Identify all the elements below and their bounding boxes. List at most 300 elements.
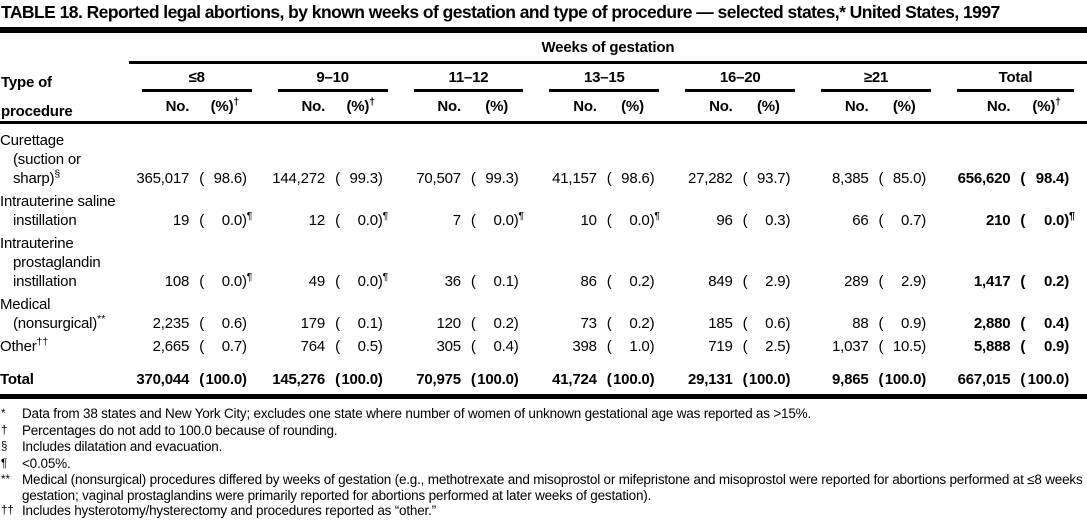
open-paren: ( (878, 170, 884, 187)
close-paren: ) (513, 212, 519, 229)
open-paren: ( (1020, 212, 1026, 229)
cell-percent (1012, 123, 1087, 191)
footnotes (0, 399, 1087, 520)
open-paren: ( (199, 273, 204, 290)
row-label-line: instillation (13, 273, 77, 290)
no-column-header: No. (401, 92, 463, 123)
close-paren: ) (649, 371, 655, 388)
cell-percent (599, 123, 672, 191)
close-paren: ) (242, 170, 247, 187)
open-paren: ( (742, 371, 748, 388)
percent-value: 0.2 (493, 315, 514, 332)
cell-percent (871, 232, 944, 293)
open-paren: ( (1020, 371, 1026, 388)
percent-value: 0.2 (629, 315, 650, 332)
percent-value: 99.3 (349, 170, 378, 187)
percent-value: 0.6 (765, 315, 786, 332)
percent-value: 100.0 (477, 371, 514, 388)
cell-number: 96 (716, 212, 733, 229)
close-paren: ) (242, 315, 247, 332)
close-paren: ) (921, 273, 927, 290)
cell-number: 49 (308, 273, 326, 290)
cell-percent (463, 293, 536, 335)
row-label-line: Intrauterine saline (0, 193, 116, 210)
row-label-line: Other†† (0, 336, 49, 355)
close-paren: ) (921, 371, 927, 388)
close-paren: ) (785, 273, 791, 290)
percent-value: 100.0 (1027, 371, 1065, 388)
col-group-label: Total (957, 64, 1074, 92)
close-paren: ) (377, 212, 383, 229)
percent-value: 0.2 (629, 273, 650, 290)
cell-number: 1,417 (973, 273, 1011, 290)
percent-value: 0.0 (1043, 212, 1065, 229)
cell-percent (191, 335, 264, 358)
open-paren: ( (742, 273, 748, 290)
open-paren: ( (878, 338, 884, 355)
cell-number: 7 (452, 212, 461, 229)
percent-value: 1.0 (629, 338, 650, 355)
cell-number: 66 (852, 212, 869, 229)
percent-value: 0.0 (357, 273, 378, 290)
close-paren: ) (785, 338, 791, 355)
open-paren: ( (335, 212, 340, 229)
pct-column-header: (%) (599, 92, 672, 123)
percent-value: 0.4 (1043, 315, 1065, 332)
cell-number: 210 (985, 212, 1011, 229)
cell-number: 70,975 (401, 358, 463, 397)
cell-number: 41,724 (536, 358, 598, 397)
open-paren: ( (878, 315, 884, 332)
close-paren: ) (785, 315, 791, 332)
no-column-header: No. (536, 92, 598, 123)
percent-value: 98.4 (1035, 170, 1065, 187)
footnote-marker: § (54, 168, 61, 180)
cell-number: 86 (580, 273, 597, 290)
open-paren: ( (470, 212, 476, 229)
footnote-text: <0.05%. (22, 455, 71, 471)
col-group-Total (944, 63, 1087, 93)
cell-number: 27,282 (687, 170, 733, 187)
percent-value: 0.1 (493, 273, 514, 290)
open-paren: ( (1020, 273, 1026, 290)
footnote-marker: § (1, 441, 8, 453)
footnote-text: Includes hysterotomy/hysterectomy and procedures reported as “other.” (22, 503, 436, 518)
row-label (0, 335, 129, 358)
footnote-marker: ¶ (382, 271, 389, 283)
pct-column-header: (%) (735, 92, 808, 123)
col-group-9–10 (265, 63, 401, 93)
cell-number: 2,665 (152, 338, 190, 355)
cell-percent (327, 123, 400, 191)
table-row-other (0, 335, 1087, 358)
cell-percent (327, 293, 400, 335)
footnote (1, 472, 1083, 503)
open-paren: ( (199, 371, 204, 388)
footnote-marker: ¶ (1069, 210, 1075, 222)
close-paren: ) (377, 338, 383, 355)
col-group-label: 16–20 (685, 64, 795, 92)
spanner-row (0, 33, 1087, 63)
cell-percent (599, 293, 672, 335)
row-label-line: Medical (0, 296, 51, 313)
close-paren: ) (242, 338, 247, 355)
footnote-marker: ** (1, 474, 10, 486)
close-paren: ) (649, 212, 655, 229)
close-paren: ) (649, 338, 655, 355)
close-paren: ) (921, 338, 927, 355)
close-paren: ) (785, 170, 791, 187)
open-paren: ( (335, 315, 340, 332)
percent-value: 2.9 (901, 273, 922, 290)
open-paren: ( (335, 338, 340, 355)
close-paren: ) (1064, 315, 1069, 332)
cell-percent (735, 190, 808, 232)
cell-percent (463, 358, 536, 397)
pct-column-header: (%)† (191, 92, 264, 123)
group-header-row (0, 63, 1087, 93)
cell-percent (871, 190, 944, 232)
col-group-≥21 (808, 63, 944, 93)
table-row-intrauterine-saline-instillation (0, 190, 1087, 232)
cell-number: 185 (708, 315, 733, 332)
cell-percent (1012, 293, 1087, 335)
footnote (1, 456, 1083, 473)
cell-number: 289 (844, 273, 869, 290)
cell-number: 120 (436, 315, 461, 332)
no-column-header: No. (944, 92, 1012, 123)
cell-number: 73 (580, 315, 597, 332)
percent-value: 100.0 (205, 371, 242, 388)
cell-number: 144,272 (272, 170, 326, 187)
cell-percent (599, 358, 672, 397)
percent-value: 0.1 (357, 315, 378, 332)
pct-column-header: (%) (871, 92, 944, 123)
cell-percent (1012, 232, 1087, 293)
table-row-total (0, 358, 1087, 397)
cell-percent (735, 358, 808, 397)
percent-value: 2.5 (765, 338, 786, 355)
cell-percent (735, 123, 808, 191)
close-paren: ) (649, 315, 655, 332)
percent-value: 0.5 (357, 338, 378, 355)
cell-percent (327, 190, 400, 232)
footnote-text: Percentages do not add to 100.0 because of rounding. (22, 422, 338, 438)
cell-number: 8,385 (831, 170, 869, 187)
row-label (0, 232, 129, 293)
cell-percent (735, 335, 808, 358)
cell-percent (327, 232, 400, 293)
open-paren: ( (878, 212, 884, 229)
percent-value: 0.7 (901, 212, 922, 229)
table-title: TABLE 18. Reported legal abortions, by known weeks of gestation and type of procedure — selected states,* United States, 1997 (1, 2, 1000, 22)
open-paren: ( (335, 273, 340, 290)
close-paren: ) (785, 371, 791, 388)
no-column-header: No. (672, 92, 734, 123)
footnote-marker: † (233, 96, 240, 108)
open-paren: ( (742, 338, 748, 355)
table-body (0, 123, 1087, 397)
close-paren: ) (921, 315, 927, 332)
cell-number: 656,620 (957, 170, 1011, 187)
cell-percent (327, 358, 400, 397)
row-label (0, 358, 129, 397)
percent-value: 0.3 (765, 212, 786, 229)
open-paren: ( (470, 371, 476, 388)
cell-percent (1012, 358, 1087, 397)
row-label-line: instillation (13, 212, 77, 229)
cell-percent (191, 293, 264, 335)
cell-percent (191, 190, 264, 232)
percent-value: 99.3 (485, 170, 514, 187)
close-paren: ) (649, 170, 655, 187)
cell-number: 88 (852, 315, 869, 332)
cell-percent (871, 123, 944, 191)
cell-number: 19 (172, 212, 190, 229)
cell-percent (463, 335, 536, 358)
percent-value: 0.0 (221, 273, 242, 290)
close-paren: ) (377, 315, 383, 332)
footnote (1, 503, 1083, 520)
percent-value: 98.6 (621, 170, 650, 187)
footnote-marker: ¶ (246, 271, 253, 283)
close-paren: ) (242, 212, 247, 229)
footnote-marker: ¶ (654, 210, 661, 222)
cell-percent (735, 293, 808, 335)
open-paren: ( (335, 371, 340, 388)
footnote-marker: * (1, 408, 6, 420)
open-paren: ( (1020, 338, 1026, 355)
cell-number: 10 (580, 212, 597, 229)
cell-percent (463, 123, 536, 191)
cell-number: 305 (436, 338, 461, 355)
row-label-line: sharp)§ (13, 168, 61, 187)
footnote (1, 406, 1083, 423)
row-label-line: Curettage (0, 132, 65, 149)
percent-value: 0.0 (357, 212, 378, 229)
no-column-header: No. (808, 92, 870, 123)
cell-number: 12 (308, 212, 326, 229)
weeks-of-gestation-spanner: Weeks of gestation (129, 33, 1087, 63)
close-paren: ) (1064, 170, 1069, 187)
col-group-label: 9–10 (278, 64, 388, 92)
footnote-marker: ** (97, 313, 106, 325)
footnote-text: Includes dilatation and evacuation. (22, 439, 223, 454)
cell-number: 2,880 (973, 315, 1011, 332)
cell-percent (191, 232, 264, 293)
no-column-header: No. (129, 92, 191, 123)
percent-value: 98.6 (213, 170, 242, 187)
footnote (1, 423, 1083, 440)
cell-percent (599, 190, 672, 232)
close-paren: ) (1064, 273, 1069, 290)
close-paren: ) (513, 371, 519, 388)
open-paren: ( (606, 315, 612, 332)
footnote-marker: †† (36, 336, 49, 348)
cell-number: 1,037 (831, 338, 869, 355)
col-group-≤8 (129, 63, 265, 93)
cell-number: 145,276 (265, 358, 327, 397)
open-paren: ( (606, 212, 612, 229)
abortions-by-gestation-table (0, 33, 1087, 399)
table-header (0, 33, 1087, 123)
close-paren: ) (1064, 212, 1069, 229)
close-paren: ) (242, 371, 247, 388)
row-label (0, 190, 129, 232)
close-paren: ) (785, 212, 791, 229)
cell-number: 667,015 (944, 358, 1012, 397)
col-group-13–15 (536, 63, 672, 93)
percent-value: 0.2 (1043, 273, 1065, 290)
cell-percent (327, 335, 400, 358)
percent-value: 0.6 (221, 315, 242, 332)
row-label-line: prostaglandin (13, 254, 101, 271)
footnote-text: Data from 38 states and New York City; excludes one state where number of women of unknown gestational age was reported as >15%. (22, 406, 811, 421)
open-paren: ( (742, 170, 748, 187)
percent-value: 10.5 (892, 338, 922, 355)
pct-column-header: (%)† (327, 92, 400, 123)
open-paren: ( (335, 170, 340, 187)
cell-number: 36 (444, 273, 461, 290)
cell-percent (871, 335, 944, 358)
percent-value: 100.0 (884, 371, 922, 388)
footnote-marker: † (369, 96, 376, 108)
table-row-curettage (0, 123, 1087, 191)
cell-number: 370,044 (129, 358, 191, 397)
cell-number: 849 (708, 273, 733, 290)
open-paren: ( (606, 273, 612, 290)
open-paren: ( (606, 170, 612, 187)
open-paren: ( (1020, 315, 1026, 332)
open-paren: ( (742, 315, 748, 332)
row-label-line: Intrauterine (0, 235, 74, 252)
open-paren: ( (199, 170, 204, 187)
footnote-marker: † (1, 424, 8, 437)
row-label (0, 123, 129, 191)
cell-percent (871, 293, 944, 335)
percent-value: 0.9 (901, 315, 922, 332)
row-label-line: (nonsurgical)** (13, 313, 106, 332)
open-paren: ( (606, 338, 612, 355)
percent-value: 0.4 (493, 338, 514, 355)
cell-number: 70,507 (416, 170, 461, 187)
footnote-marker: ¶ (246, 210, 253, 222)
close-paren: ) (513, 338, 519, 355)
open-paren: ( (470, 315, 476, 332)
cell-percent (463, 232, 536, 293)
cell-number: 398 (572, 338, 597, 355)
percent-value: 0.0 (493, 212, 514, 229)
col-group-label: 13–15 (549, 64, 659, 92)
col-group-label: ≤8 (142, 64, 252, 92)
percent-value: 85.0 (892, 170, 922, 187)
stub-head-line2: procedure (0, 92, 129, 123)
pct-column-header: (%) (463, 92, 536, 123)
footnote-marker: ¶ (382, 210, 389, 222)
row-label-line: Total (0, 371, 34, 388)
footnote-text: Medical (nonsurgical) procedures differed by weeks of gestation (e.g., methotrexate and misoprostol or mifepristone and misoprostol were reported for abortions performed at ≤8 weeks gestation; vaginal prostaglandins were primarily reported for abortions performed at later weeks of gestation). (22, 472, 1083, 503)
open-paren: ( (1020, 170, 1026, 187)
col-group-16–20 (672, 63, 808, 93)
cell-percent (871, 358, 944, 397)
row-label (0, 293, 129, 335)
open-paren: ( (878, 273, 884, 290)
footnote-marker: ¶ (1, 457, 8, 470)
open-paren: ( (199, 315, 204, 332)
close-paren: ) (921, 212, 927, 229)
cell-number: 5,888 (973, 338, 1011, 355)
cell-percent (1012, 190, 1087, 232)
footnote-marker: †† (1, 505, 14, 517)
cell-number: 9,865 (808, 358, 870, 397)
cell-percent (735, 232, 808, 293)
cell-percent (191, 358, 264, 397)
cell-percent (1012, 335, 1087, 358)
close-paren: ) (513, 315, 519, 332)
cell-number: 719 (708, 338, 733, 355)
cell-number: 2,235 (152, 315, 190, 332)
cell-percent (599, 232, 672, 293)
cell-percent (599, 335, 672, 358)
col-group-11–12 (401, 63, 537, 93)
open-paren: ( (470, 170, 476, 187)
cell-number: 179 (300, 315, 326, 332)
cell-number: 365,017 (136, 170, 190, 187)
close-paren: ) (921, 170, 927, 187)
open-paren: ( (199, 212, 204, 229)
close-paren: ) (242, 273, 247, 290)
percent-value: 100.0 (613, 371, 650, 388)
open-paren: ( (470, 338, 476, 355)
footnote-marker: † (1055, 96, 1061, 108)
percent-value: 0.0 (629, 212, 650, 229)
percent-value: 2.9 (765, 273, 786, 290)
percent-value: 0.9 (1043, 338, 1065, 355)
percent-value: 100.0 (748, 371, 786, 388)
close-paren: ) (513, 170, 519, 187)
close-paren: ) (377, 170, 383, 187)
no-column-header: No. (265, 92, 327, 123)
open-paren: ( (199, 338, 204, 355)
table-row-intrauterine-prostaglandin-instillation (0, 232, 1087, 293)
percent-value: 93.7 (757, 170, 786, 187)
cell-percent (463, 190, 536, 232)
table-row-medical-nonsurgical (0, 293, 1087, 335)
cell-percent (191, 123, 264, 191)
open-paren: ( (742, 212, 748, 229)
row-label-line: (suction or (13, 151, 81, 168)
percent-value: 0.0 (221, 212, 242, 229)
footnote (1, 439, 1083, 456)
col-group-label: 11–12 (414, 64, 524, 92)
col-group-label: ≥21 (821, 64, 931, 92)
spanner-stub-spacer (0, 33, 129, 63)
footnote-marker: ¶ (518, 210, 525, 222)
stub-head-line1: Type of (1, 74, 52, 91)
close-paren: ) (513, 273, 519, 290)
open-paren: ( (606, 371, 612, 388)
close-paren: ) (377, 371, 383, 388)
close-paren: ) (1064, 338, 1069, 355)
close-paren: ) (377, 273, 383, 290)
close-paren: ) (1064, 371, 1069, 388)
cell-number: 108 (164, 273, 190, 290)
cell-number: 29,131 (672, 358, 734, 397)
pct-column-header: (%)† (1012, 92, 1087, 123)
open-paren: ( (878, 371, 884, 388)
percent-value: 0.7 (221, 338, 242, 355)
open-paren: ( (470, 273, 476, 290)
